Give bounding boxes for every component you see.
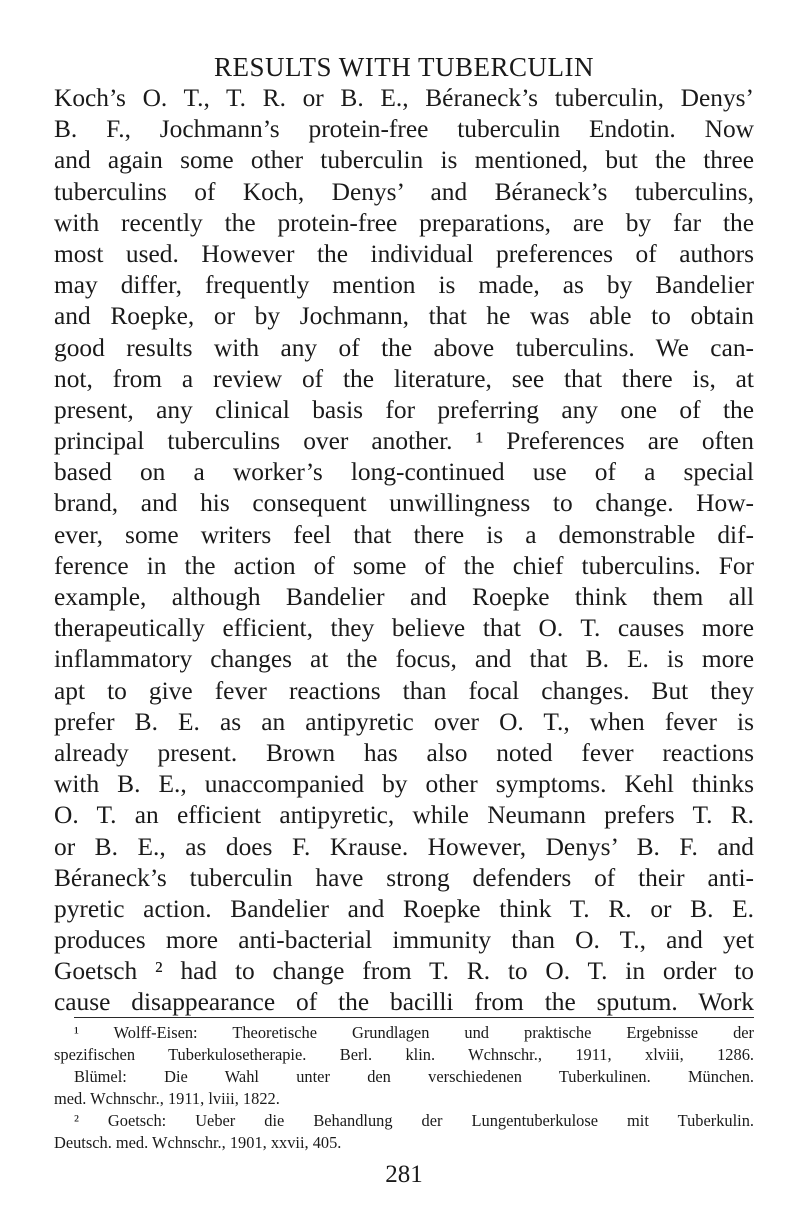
- body-line: based on a worker’s long-continued use of a special: [54, 458, 754, 487]
- footnote-line: ¹ Wolff-Eisen: Theoretische Grundlagen und praktische Ergebnisse der: [74, 1023, 754, 1042]
- body-line: most used. However the individual preferences of authors: [54, 239, 754, 268]
- body-line: and Roepke, or by Jochmann, that he was able to obtain: [54, 302, 754, 331]
- body-line: inflammatory changes at the focus, and that B. E. is more: [54, 645, 754, 674]
- body-line: already present. Brown has also noted fever reactions: [54, 738, 754, 767]
- footnote-line: spezifischen Tuberkulosetherapie. Berl. klin. Wchnschr., 1911, xlviii, 1286.: [54, 1045, 754, 1064]
- body-line: ference in the action of some of the chief tuberculins. For: [54, 551, 754, 580]
- page-number: 281: [385, 1161, 423, 1188]
- body-line: brand, and his consequent unwillingness to change. How-: [54, 489, 754, 518]
- body-line: cause disappearance of the bacilli from the sputum. Work: [54, 988, 754, 1017]
- body-line: present, any clinical basis for preferring any one of the: [54, 395, 754, 424]
- book-page: [54, 0, 754, 1220]
- running-head: RESULTS WITH TUBERCULIN: [213, 52, 595, 82]
- body-line: produces more anti-bacterial immunity than O. T., and yet: [54, 926, 754, 955]
- body-line: principal tuberculins over another. ¹ Preferences are often: [54, 427, 754, 456]
- body-line: B. F., Jochmann’s protein-free tuberculin Endotin. Now: [54, 115, 754, 144]
- body-line: therapeutically efficient, they believe that O. T. causes more: [54, 614, 754, 643]
- body-line: prefer B. E. as an antipyretic over O. T., when fever is: [54, 707, 754, 736]
- body-line: apt to give fever reactions than focal changes. But they: [54, 676, 754, 705]
- footnote-line: Blümel: Die Wahl unter den verschiedenen Tuberkulinen. München.: [74, 1067, 754, 1086]
- body-line: ever, some writers feel that there is a demonstrable dif-: [54, 520, 754, 549]
- body-line: O. T. an efficient antipyretic, while Neumann prefers T. R.: [54, 801, 754, 830]
- body-line: not, from a review of the literature, see that there is, at: [54, 364, 754, 393]
- footnotes: [54, 1022, 754, 1154]
- body-line: and again some other tuberculin is mentioned, but the three: [54, 146, 754, 175]
- body-line: may differ, frequently mention is made, as by Bandelier: [54, 271, 754, 300]
- footnote-rule: [74, 1017, 754, 1018]
- body-line: or B. E., as does F. Krause. However, Denys’ B. F. and: [54, 832, 754, 861]
- body-paragraph: [54, 83, 754, 1019]
- body-line: example, although Bandelier and Roepke think them all: [54, 583, 754, 611]
- footnote-line: med. Wchnschr., 1911, lviii, 1822.: [54, 1089, 280, 1108]
- body-line: Goetsch ² had to change from T. R. to O. T. in order to: [54, 957, 754, 986]
- body-line: with recently the protein-free preparations, are by far the: [54, 208, 754, 237]
- body-line: with B. E., unaccompanied by other symptoms. Kehl thinks: [54, 770, 754, 799]
- body-line: Koch’s O. T., T. R. or B. E., Béraneck’s tuberculin, Denys’: [54, 84, 754, 112]
- body-line: good results with any of the above tuberculins. We can-: [54, 333, 754, 362]
- body-line: Béraneck’s tuberculin have strong defenders of their anti-: [54, 863, 754, 892]
- body-line: tuberculins of Koch, Denys’ and Béraneck’s tuberculins,: [54, 177, 754, 206]
- body-line: pyretic action. Bandelier and Roepke think T. R. or B. E.: [54, 894, 754, 923]
- footnote-line: Deutsch. med. Wchnschr., 1901, xxvii, 405.: [54, 1133, 342, 1152]
- footnote-line: ² Goetsch: Ueber die Behandlung der Lungentuberkulose mit Tuberkulin.: [74, 1111, 754, 1130]
